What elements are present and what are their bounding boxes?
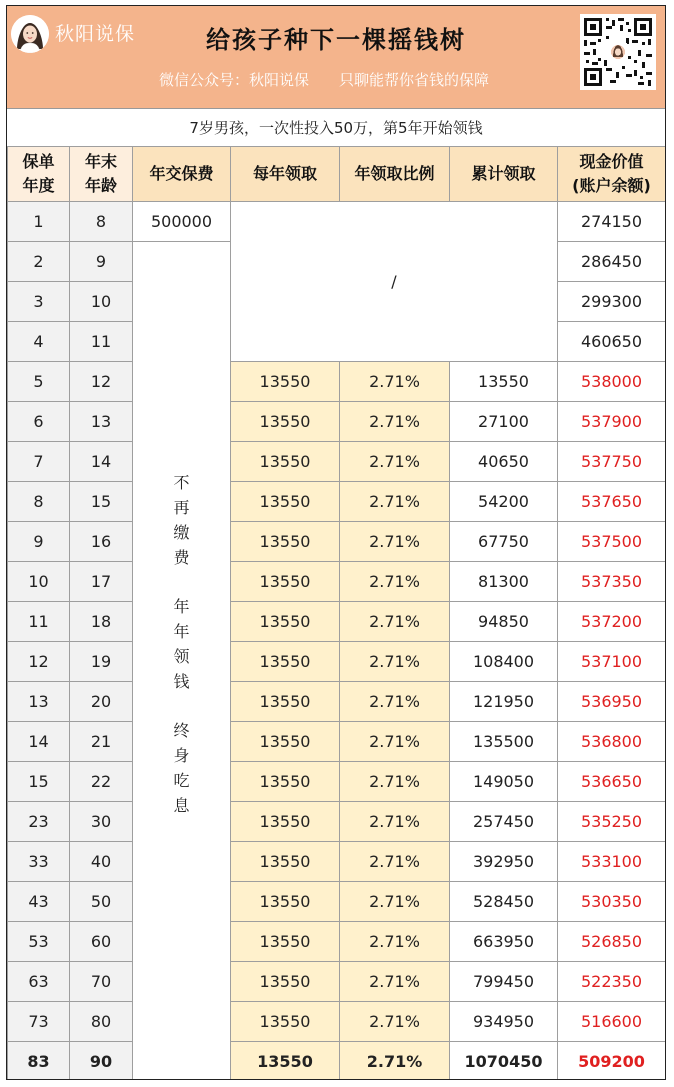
age-cell: 10 [70,282,133,322]
brand-name: 秋阳说保 [55,23,136,45]
cumulative-payout-cell: 40650 [450,442,558,482]
premium-note-char: 息 [173,796,190,815]
cumulative-payout-cell: 135500 [450,722,558,762]
cumulative-payout-cell: 528450 [450,882,558,922]
table-row [8,842,666,882]
age-cell: 14 [70,442,133,482]
age-cell: 16 [70,522,133,562]
policy-year-cell: 73 [8,1002,70,1042]
policy-year-cell: 2 [8,242,70,282]
document-frame [6,5,666,1080]
cumulative-payout-cell: 257450 [450,802,558,842]
cash-value-cell: 537650 [558,482,666,522]
policy-year-cell: 9 [8,522,70,562]
policy-year-cell: 11 [8,602,70,642]
cash-value-cell: 516600 [558,1002,666,1042]
cash-value-cell: 537200 [558,602,666,642]
cumulative-payout-cell: 81300 [450,562,558,602]
cash-value-cell: 538000 [558,362,666,402]
cash-value-cell: 526850 [558,922,666,962]
table-row [8,562,666,602]
premium-note-cell [133,242,231,1081]
payout-ratio-cell: 2.71% [340,402,450,442]
cash-value-cell: 533100 [558,842,666,882]
table-row [8,882,666,922]
annual-payout-cell: 13550 [231,562,340,602]
premium-note-char: 再 [173,498,190,517]
table-row [8,922,666,962]
policy-year-cell: 15 [8,762,70,802]
annual-payout-cell: 13550 [231,802,340,842]
age-cell: 17 [70,562,133,602]
table-row [8,442,666,482]
age-cell: 20 [70,682,133,722]
annual-payout-cell: 13550 [231,962,340,1002]
col-header-premium: 年交保费 [133,147,231,202]
payout-ratio-cell: 2.71% [340,442,450,482]
annual-payout-cell: 13550 [231,442,340,482]
policy-year-cell: 14 [8,722,70,762]
cash-value-cell: 299300 [558,282,666,322]
cash-value-cell: 530350 [558,882,666,922]
annual-payout-cell: 13550 [231,482,340,522]
table-row [8,1002,666,1042]
cumulative-payout-cell: 27100 [450,402,558,442]
table-row [8,402,666,442]
cumulative-payout-cell: 54200 [450,482,558,522]
cumulative-payout-cell: 13550 [450,362,558,402]
not-applicable-cell: / [231,202,558,362]
table-row [8,642,666,682]
age-cell: 13 [70,402,133,442]
policy-year-cell: 23 [8,802,70,842]
payout-ratio-cell: 2.71% [340,602,450,642]
policy-year-cell: 7 [8,442,70,482]
cumulative-payout-cell: 392950 [450,842,558,882]
payout-ratio-cell: 2.71% [340,682,450,722]
subtitle [7,69,665,90]
age-cell: 60 [70,922,133,962]
cumulative-payout-cell: 121950 [450,682,558,722]
premium-note-char: 年 [173,597,190,616]
age-cell: 18 [70,602,133,642]
annual-payout-cell: 13550 [231,402,340,442]
age-cell: 21 [70,722,133,762]
scenario-caption: 7岁男孩，一次性投入50万，第5年开始领钱 [7,108,665,147]
age-cell: 15 [70,482,133,522]
age-cell: 22 [70,762,133,802]
annual-payout-cell: 13550 [231,362,340,402]
cumulative-payout-cell: 67750 [450,522,558,562]
payout-ratio-cell: 2.71% [340,962,450,1002]
table-row [8,762,666,802]
cash-value-cell: 274150 [558,202,666,242]
policy-year-cell: 10 [8,562,70,602]
annual-payout-cell: 13550 [231,602,340,642]
annual-payout-cell: 13550 [231,762,340,802]
payout-ratio-cell: 2.71% [340,522,450,562]
annual-payout-cell: 13550 [231,1002,340,1042]
table-row [8,482,666,522]
cash-value-cell: 536800 [558,722,666,762]
col-header-payout-ratio: 年领取比例 [340,147,450,202]
wechat-account-label: 微信公众号：秋阳说保 [158,71,309,89]
payout-ratio-cell: 2.71% [340,1002,450,1042]
policy-year-cell: 12 [8,642,70,682]
payout-ratio-cell: 2.71% [340,842,450,882]
cumulative-payout-cell: 663950 [450,922,558,962]
annual-payout-cell: 13550 [231,642,340,682]
annual-payout-cell: 13550 [231,722,340,762]
payout-ratio-cell: 2.71% [340,482,450,522]
col-header-cumulative: 累计领取 [450,147,558,202]
policy-year-cell: 5 [8,362,70,402]
table-row [8,1042,666,1081]
premium-note-char [133,570,230,594]
policy-year-cell: 83 [8,1042,70,1081]
cash-value-cell: 536950 [558,682,666,722]
cash-value-cell: 460650 [558,322,666,362]
premium-note-char: 缴 [173,523,190,542]
col-header-age: 年末 年龄 [70,147,133,202]
table-row [8,602,666,642]
cumulative-payout-cell: 108400 [450,642,558,682]
policy-year-cell: 6 [8,402,70,442]
age-cell: 30 [70,802,133,842]
cash-value-cell: 509200 [558,1042,666,1081]
age-cell: 12 [70,362,133,402]
premium-note-char [133,694,230,718]
age-cell: 40 [70,842,133,882]
cash-value-cell: 537500 [558,522,666,562]
policy-year-cell: 3 [8,282,70,322]
cumulative-payout-cell: 799450 [450,962,558,1002]
annual-payout-cell: 13550 [231,922,340,962]
policy-year-cell: 53 [8,922,70,962]
col-header-annual-payout: 每年领取 [231,147,340,202]
payout-ratio-cell: 2.71% [340,802,450,842]
cumulative-payout-cell: 94850 [450,602,558,642]
age-cell: 80 [70,1002,133,1042]
annual-payout-cell: 13550 [231,682,340,722]
table-row [8,802,666,842]
policy-year-cell: 4 [8,322,70,362]
header-banner [7,6,665,108]
payout-ratio-cell: 2.71% [340,762,450,802]
premium-note-char: 费 [173,548,190,567]
policy-year-cell: 1 [8,202,70,242]
col-header-cash-value: 现金价值 (账户余额) [558,147,666,202]
premium-note-char: 年 [173,622,190,641]
table-row [8,202,666,242]
table-header-row [8,147,666,202]
payout-ratio-cell: 2.71% [340,1042,450,1081]
annual-payout-cell: 13550 [231,882,340,922]
cash-value-cell: 537100 [558,642,666,682]
cumulative-payout-cell: 1070450 [450,1042,558,1081]
premium-cell: 500000 [133,202,231,242]
premium-note-char: 吃 [173,771,190,790]
cash-value-cell: 286450 [558,242,666,282]
cash-value-cell: 537750 [558,442,666,482]
premium-note-char: 钱 [173,672,190,691]
policy-year-cell: 33 [8,842,70,882]
age-cell: 8 [70,202,133,242]
age-cell: 9 [70,242,133,282]
payout-ratio-cell: 2.71% [340,362,450,402]
policy-year-cell: 13 [8,682,70,722]
page-title: 给孩子种下一棵摇钱树 [206,26,466,54]
age-cell: 90 [70,1042,133,1081]
qr-code [580,14,656,90]
cash-value-cell: 537350 [558,562,666,602]
cash-value-cell: 536650 [558,762,666,802]
age-cell: 19 [70,642,133,682]
cumulative-payout-cell: 934950 [450,1002,558,1042]
table-row [8,522,666,562]
col-header-policy-year: 保单 年度 [8,147,70,202]
premium-note-char: 领 [173,647,190,666]
payout-ratio-cell: 2.71% [340,642,450,682]
payout-ratio-cell: 2.71% [340,922,450,962]
cumulative-payout-cell: 149050 [450,762,558,802]
policy-year-cell: 8 [8,482,70,522]
table-row [8,722,666,762]
policy-year-cell: 63 [8,962,70,1002]
annual-payout-cell: 13550 [231,1042,340,1081]
slogan: 只聊能帮你省钱的保障 [339,71,490,89]
cash-value-cell: 535250 [558,802,666,842]
cash-value-cell: 537900 [558,402,666,442]
age-cell: 50 [70,882,133,922]
table-row [8,682,666,722]
premium-note-char: 终 [173,721,190,740]
payout-table [7,146,666,1080]
age-cell: 70 [70,962,133,1002]
cash-value-cell: 522350 [558,962,666,1002]
payout-ratio-cell: 2.71% [340,882,450,922]
payout-ratio-cell: 2.71% [340,722,450,762]
payout-ratio-cell: 2.71% [340,562,450,602]
annual-payout-cell: 13550 [231,522,340,562]
age-cell: 11 [70,322,133,362]
premium-note-char: 不 [173,473,190,492]
policy-year-cell: 43 [8,882,70,922]
premium-note-char: 身 [173,746,190,765]
table-row [8,962,666,1002]
annual-payout-cell: 13550 [231,842,340,882]
table-row [8,362,666,402]
